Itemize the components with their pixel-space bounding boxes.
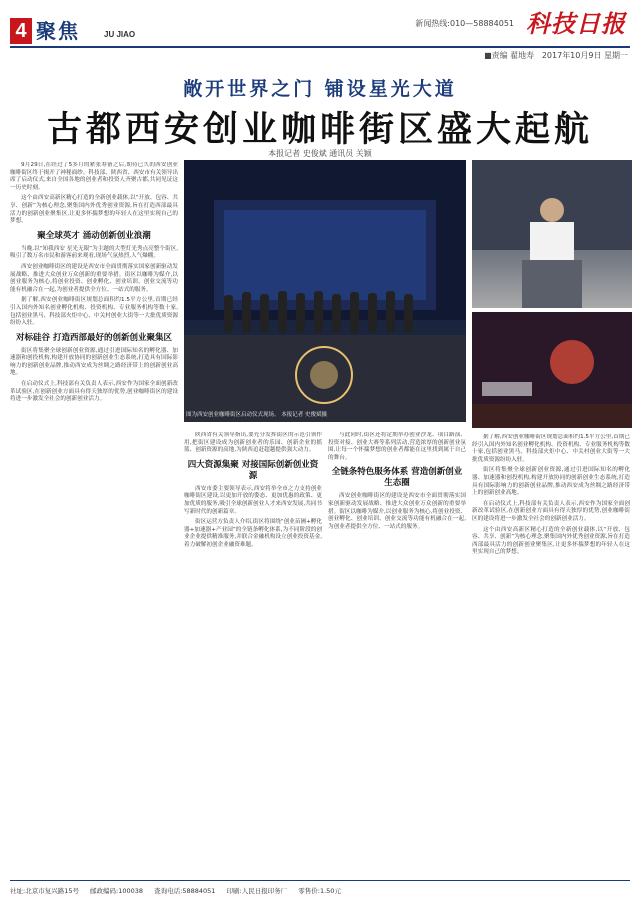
- article-column-3: [328, 432, 466, 874]
- editors: ■责编 翟地寿: [484, 51, 535, 60]
- headline: 古都西安创业咖啡街区盛大起航: [46, 109, 593, 150]
- article-column-2: [184, 432, 322, 874]
- speaker-photo: [472, 160, 632, 308]
- paragraph: 街区将集聚全球创新创业资源,通过引进国际知名的孵化器、加速器和创投机构,构建开放协同的创新创业生态系统,打造具有国际影响力的创新创业品牌,推动西安成为丝绸之路经济带上的创新创业高地。: [472, 467, 630, 497]
- issue-date: 2017年10月9日 星期一: [541, 51, 628, 60]
- paragraph: 这个由西安高新区精心打造的全新创业载体,以“开放、包容、共享、创新”为核心理念,聚集国内外优秀创业资源,旨在打造西部最具活力的创新创业聚集区,让更多怀揣梦想的年轻人在这里实现自己的梦想。: [10, 195, 178, 225]
- paragraph: 街区将集聚全球创新创业资源,通过引进国际知名的孵化器、加速器和创投机构,构建开放协同的创新创业生态系统,打造具有国际影响力的创新创业品牌,推动西安成为丝绸之路经济带上的创新创业高地。: [10, 347, 178, 377]
- paragraph: 当晚,以“知我西安 星光无限”为主题的大型灯光秀点亮整个街区,吸引了数万名市民和游客前来观看,现场气氛热烈,人气爆棚。: [10, 245, 178, 260]
- footer-address: 社址:北京市复兴路15号: [10, 887, 79, 895]
- subheading: 四大资源集聚 对接国际创新创业资源: [187, 459, 319, 481]
- footer-phone: 查询电话:58884051: [154, 887, 216, 895]
- paragraph: 西安创业咖啡街区的建设是西安市全面贯彻落实国家创新驱动发展战略、推进大众创业万众创新的重要举措。街区以咖啡为媒介,以创业服务为核心,将创业投资、创业孵化、创业培训、创业交流等功能有机融合在一起,为创业者提供全方位、一站式的服务。: [10, 263, 178, 293]
- newspaper-logo: 科技日报: [526, 9, 626, 38]
- header-rule: [10, 46, 630, 48]
- lightshow-illustration: [472, 312, 632, 428]
- page-header: [0, 0, 640, 62]
- footer-rule: [10, 880, 630, 881]
- issue-meta: [484, 50, 628, 61]
- subheading: 全链条特色服务体系 营造创新创业生态圈: [331, 467, 463, 489]
- paragraph: 街区运营方负责人介绍,街区将围绕“创业苗圃+孵化器+加速器+产业园”的全链条孵化体系,为不同阶段的创业企业提供精准服务,并联合金融机构设立创业投资基金,着力破解初创企业融资难题。: [184, 519, 322, 548]
- page-footer: [10, 886, 630, 895]
- paragraph: 西安市委主要领导表示,西安将举全市之力支持创业咖啡街区建设,以更加开放的姿态、更加优惠的政策、更加优质的服务,吸引全球创新创业人才来西安发展,共同书写新时代的创新篇章。: [184, 485, 322, 515]
- section-number: 4: [10, 18, 32, 44]
- stage-photo-illustration: [184, 160, 466, 422]
- main-photo: [184, 160, 466, 422]
- photo-caption: 图为西安创业咖啡街区启动仪式现场。 本报记者 史俊斌摄: [186, 412, 327, 418]
- lightshow-photo: [472, 312, 632, 428]
- kicker: 敞开世界之门 铺设星光大道: [183, 78, 457, 100]
- article-column-4: [472, 434, 630, 874]
- subheading: 对标硅谷 打造西部最好的创新创业聚集区: [16, 332, 172, 343]
- footer-postcode: 邮政编码:100038: [90, 887, 144, 895]
- paragraph: 陕西省有关领导指出,要充分发挥街区的示范引领作用,把街区建设成为创新创业者的乐园、创新企业的摇篮、创新资源的高地,为陕西追赶超越提供强大动力。: [184, 432, 322, 454]
- byline: 本报记者 史俊斌 通讯员 关颖: [268, 149, 372, 158]
- paragraph: 与此同时,街区还将定期举办创业沙龙、项目路演、投资对接、创业大赛等系列活动,营造浓厚的创新创业氛围,让每一个怀揣梦想的创业者都能在这里找到属于自己的舞台。: [328, 432, 466, 461]
- hotline: 新闻热线:010—58884051: [415, 19, 514, 28]
- paragraph: 西安创业咖啡街区的建设是西安市全面贯彻落实国家创新驱动发展战略、推进大众创业万众创新的重要举措。街区以咖啡为媒介,以创业服务为核心,将创业投资、创业孵化、创业培训、创业交流等功能有机融合在一起,为创业者提供全方位、一站式的服务。: [328, 493, 466, 530]
- footer-print: 印刷:人民日报印务厂: [226, 887, 288, 895]
- section-pinyin: JU JIAO: [104, 30, 136, 39]
- paragraph: 据了解,西安创业咖啡街区规划总面积约1.5平方公里,首期已经引入国内外知名创业孵化机构、投资机构、专业服务机构等数十家,包括创业黑马、科技部火炬中心、中关村创业大街等一大批优质资源纷纷入驻。: [10, 297, 178, 327]
- paragraph: 这个由西安高新区精心打造的全新创业载体,以“开放、包容、共享、创新”为核心理念,聚集国内外优秀创业资源,旨在打造西部最具活力的创新创业聚集区,让更多怀揣梦想的年轻人在这里实现自己的梦想。: [472, 526, 630, 556]
- speaker-illustration: [472, 160, 632, 308]
- section-name: 聚焦: [36, 19, 80, 43]
- paragraph: 在启动仪式上,科技部有关负责人表示,西安作为国家全面创新改革试验区,在创新创业方面具有得天独厚的优势,创业咖啡街区的建设将进一步激发全社会的创新创业活力。: [472, 500, 630, 522]
- article-column-1: [10, 162, 178, 874]
- footer-price: 零售价:1.50元: [298, 887, 341, 895]
- paragraph: 据了解,西安创业咖啡街区规划总面积约1.5平方公里,首期已经引入国内外知名创业孵化机构、投资机构、专业服务机构等数十家,包括创业黑马、科技部火炬中心、中关村创业大街等一大批优质资源纷纷入驻。: [472, 434, 630, 463]
- paragraph: 在启动仪式上,科技部有关负责人表示,西安作为国家全面创新改革试验区,在创新创业方面具有得天独厚的优势,创业咖啡街区的建设将进一步激发全社会的创新创业活力。: [10, 381, 178, 403]
- paragraph: 9月29日,在经过了5多月的紧张筹备之后,期待已久的西安创业咖啡街区终于揭开了神秘面纱。科技部、陕西省、西安市有关领导出席了启动仪式,来自全国各地的创业者和投资人齐聚古都,共同见证这一历史时刻。: [10, 162, 178, 191]
- subheading: 聚全球英才 涌动创新创业浪潮: [37, 230, 151, 241]
